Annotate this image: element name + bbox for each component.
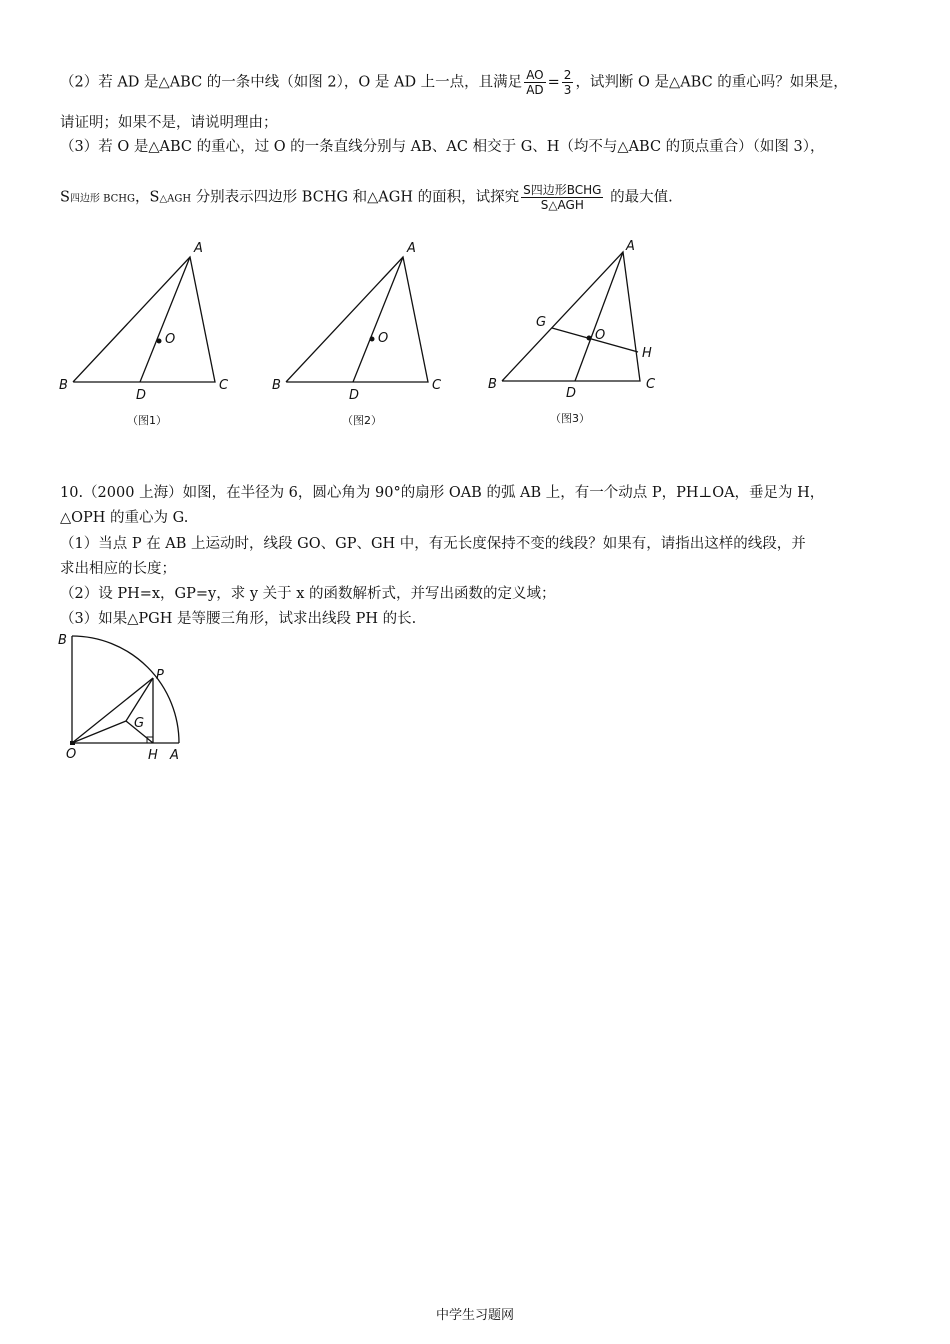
q10-line2: △OPH 的重心为 G. xyxy=(60,510,189,526)
label-o: O xyxy=(66,747,77,762)
label-b: B xyxy=(488,377,497,392)
q10-line6: （3）如果△PGH 是等腰三角形，试求出线段 PH 的长. xyxy=(60,611,417,627)
label-d: D xyxy=(349,388,360,403)
label-b: B xyxy=(59,378,68,393)
label-g: G xyxy=(536,315,547,330)
segment-gp xyxy=(126,678,153,721)
label-o: O xyxy=(595,328,606,343)
median-ad xyxy=(353,257,403,382)
origin-mark xyxy=(70,741,75,745)
label-h: H xyxy=(642,346,652,361)
arc-ab xyxy=(72,636,179,743)
label-c: C xyxy=(432,378,442,393)
q10-line5: （2）设 PH=x，GP=y，求 y 关于 x 的函数解析式，并写出函数的定义域； xyxy=(60,586,556,602)
q9-part3-line2: S四边形 BCHG，S△AGH 分别表示四边形 BCHG 和△AGH 的面积，试探究 $\frac{\text{S四边形BCHG}}{\text{S△AGH}}$ 的最大值. xyxy=(60,183,673,212)
triangle-abc xyxy=(73,257,215,382)
triangle-abc xyxy=(286,257,428,382)
q10-line1: 10.（2000 上海）如图，在半径为 6，圆心角为 90°的扇形 OAB 的弧 AB 上，有一个动点 P，PH⊥OA，垂足为 H， xyxy=(60,485,825,501)
label-p: P xyxy=(156,668,164,683)
label-o: O xyxy=(165,332,176,347)
segment-go xyxy=(72,721,126,743)
caption-fig2: （图2） xyxy=(342,414,382,427)
figure-3 xyxy=(485,235,685,435)
value-fraction: $\frac{2}{3}$ xyxy=(563,68,572,97)
q10-line3: （1）当点 P 在 AB 上运动时，线段 GO、GP、GH 中，有无长度保持不变的线段？如果有，请指出这样的线段，并 xyxy=(60,536,806,552)
label-b: B xyxy=(272,378,281,393)
area-ratio-fraction: $\frac{\text{S四边形BCHG}}{\text{S△AGH}}$ xyxy=(523,183,602,212)
q9-part2-line2: 请证明；如果不是，请说明理由； xyxy=(60,115,278,131)
q10-line4: 求出相应的长度； xyxy=(60,561,176,577)
point-o xyxy=(587,336,592,341)
label-a: A xyxy=(194,241,203,256)
page-footer: 中学生习题网 xyxy=(435,1308,514,1323)
ratio-fraction: $\frac{AO}{AD}$ xyxy=(526,68,544,97)
label-d: D xyxy=(566,386,577,401)
label-a: A xyxy=(626,239,635,254)
q9-part3-line1: （3）若 O 是△ABC 的重心，过 O 的一条直线分别与 AB、AC 相交于 G、H（均不与△ABC 的顶点重合）（如图 3）， xyxy=(60,139,825,155)
triangle-abc xyxy=(502,252,640,381)
label-g: G xyxy=(134,716,145,731)
point-o xyxy=(370,337,375,342)
figure-2 xyxy=(268,235,458,435)
label-d: D xyxy=(136,388,147,403)
label-c: C xyxy=(646,377,656,392)
label-h: H xyxy=(148,748,158,763)
point-o xyxy=(157,339,162,344)
caption-fig1: （图1） xyxy=(127,414,167,427)
q9-part2-line1: （2）若 AD 是△ABC 的一条中线（如图 2），O 是 AD 上一点，且满足 $\frac{AO}{AD}$ = $\frac{2}{3}$ ，试判断 O 是△ABC 的重心吗？如果是， xyxy=(60,68,848,97)
median-ad xyxy=(140,257,190,382)
figure-sector xyxy=(55,628,195,768)
label-a: A xyxy=(170,748,179,763)
label-c: C xyxy=(219,378,229,393)
median-ad xyxy=(575,252,623,381)
label-o: O xyxy=(378,331,389,346)
figure-1 xyxy=(55,235,245,435)
label-b: B xyxy=(58,633,67,648)
caption-fig3: （图3） xyxy=(550,412,590,425)
label-a: A xyxy=(407,241,416,256)
